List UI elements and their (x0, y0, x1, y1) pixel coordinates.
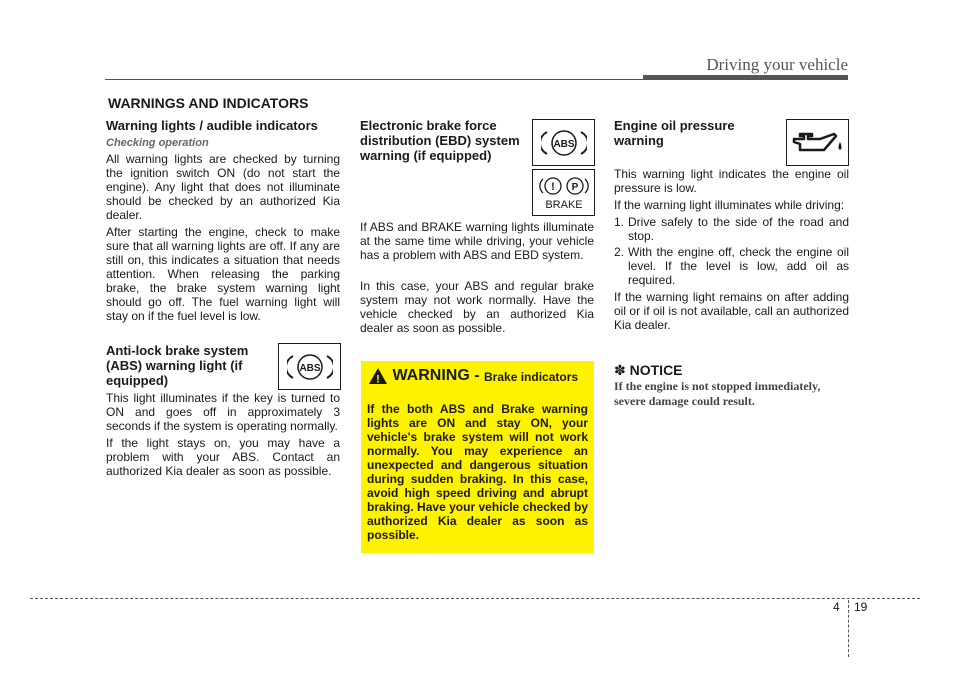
notice-label: NOTICE (629, 362, 683, 378)
oil-paragraph: This warning light indicates the engine oil pressure is low. (614, 167, 849, 195)
ebd-body (360, 220, 594, 338)
footer-divider (848, 600, 849, 657)
list-item (614, 215, 849, 243)
abs-icon (541, 128, 587, 158)
notice-title (614, 362, 683, 379)
brake-icon-parking: P (571, 181, 578, 193)
list-number: 2. (614, 245, 625, 259)
abs-heading: Anti-lock brake system (ABS) warning light (if equipped) (106, 343, 249, 388)
warning-triangle-symbol: ! (376, 373, 380, 385)
brake-icon (538, 173, 590, 213)
col1-body (106, 152, 340, 326)
running-header: Driving your vehicle (706, 55, 848, 74)
abs-warning-icon (278, 343, 341, 390)
section-title: WARNINGS AND INDICATORS (108, 95, 309, 111)
list-text: Drive safely to the side of the road and stop. (628, 215, 849, 243)
abs-paragraph: If the light stays on, you may have a problem with your ABS. Contact an authorized Kia dealer as soon as possible. (106, 436, 340, 478)
oil-can-icon (790, 128, 846, 158)
ebd-heading: Electronic brake force distribution (EBD) system warning (if equipped) (360, 118, 520, 163)
ebd-abs-icon-box (532, 119, 595, 166)
abs-icon-label: ABS (298, 362, 321, 374)
brake-icon-exclamation: ! (550, 180, 555, 193)
oil-heading: Engine oil pressure warning (614, 118, 735, 148)
abs-paragraph: This light illuminates if the key is turned to ON and goes off in approximately 3 seconds if the system is operating normally. (106, 391, 340, 433)
col1-paragraph: After starting the engine, check to make sure that all warning lights are off. If any are still on, this indicates a situation that needs attention. When releasing the parking brake, the brake system warning light should go off. The fuel warning light will stay on if the fuel level is low. (106, 225, 340, 323)
footer-rule (30, 598, 920, 599)
warning-box (361, 361, 594, 553)
chapter-number: 4 (833, 600, 840, 614)
ebd-paragraph: In this case, your ABS and regular brake system may not work normally. Have the vehicle checked by an authorized Kia dealer as soon as possible. (360, 279, 594, 335)
warning-title (368, 367, 590, 390)
abs-icon (287, 352, 333, 382)
brake-warning-icon (532, 169, 595, 216)
oil-paragraph: If the warning light illuminates while driving: (614, 198, 845, 212)
col1-subheading: Checking operation (106, 137, 209, 149)
notice-star-icon: ✽ (614, 362, 626, 378)
oil-pressure-icon (786, 119, 849, 166)
notice-body: If the engine is not stopped immediately, severe damage could result. (614, 379, 821, 408)
oil-body (614, 167, 849, 335)
list-item (614, 245, 849, 287)
brake-icon-label: BRAKE (544, 198, 583, 211)
oil-closing: If the warning light remains on after adding oil or if oil is not available, call an authorized Kia dealer. (614, 290, 849, 332)
page-number: 19 (854, 600, 868, 614)
header-rule (105, 79, 848, 80)
ebd-paragraph: If ABS and BRAKE warning lights illuminate at the same time while driving, your vehicle has a problem with ABS and EBD system. (360, 220, 594, 262)
col1-heading: Warning lights / audible indicators (106, 118, 318, 133)
abs-icon-label: ABS (552, 138, 575, 150)
col1-paragraph: All warning lights are checked by turning the ignition switch ON (do not start the engine). Any light that does not illuminate should be checked by an authorized Kia dealer. (106, 152, 340, 222)
list-text: With the engine off, check the engine oil level. If the level is low, add oil as required. (628, 245, 849, 287)
list-number: 1. (614, 215, 625, 229)
warning-label: WARNING - (392, 367, 480, 384)
abs-body (106, 391, 340, 481)
warning-body: If the both ABS and Brake warning lights are ON and stay ON, your vehicle's brake system will not work normally. You may experience an unexpected and dangerous situation during sudden braking. In this case, avoid high speed driving and abrupt braking. Have your vehicle checked by authorized Kia dealer as soon as possible. (367, 402, 588, 542)
warning-sublabel: Brake indicators (484, 370, 579, 384)
warning-triangle-icon (368, 367, 388, 390)
